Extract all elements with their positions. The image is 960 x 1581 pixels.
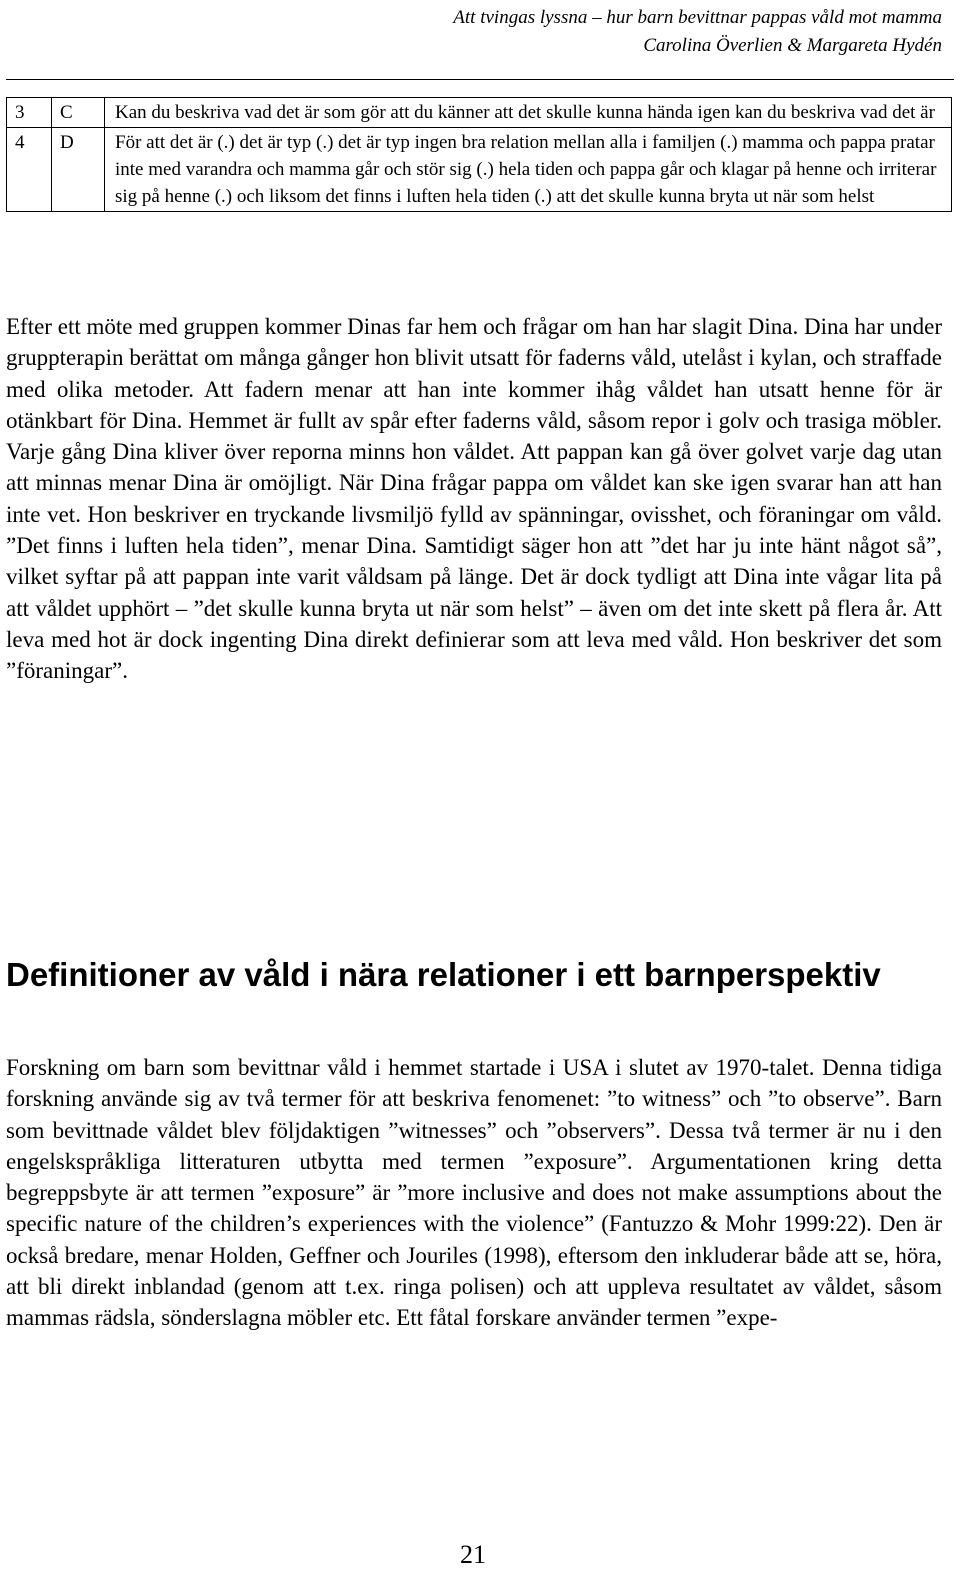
- body-paragraph-dina: Efter ett möte med gruppen kommer Dinas far hem och frågar om han har slagit Dina. Dina har under gruppterapin berättat om många gånger hon blivit utsatt för faderns våld, utelåst i kylan, och straffade med olika metoder. Att fadern menar att han inte kommer ihåg våldet han utsatt henne för är otänkbart för Dina. Hemmet är fullt av spår efter faderns våld, såsom repor i golv och trasiga möbler. Varje gång Dina kliver över reporna minns hon våldet. Att pappan kan gå över golvet varje dag utan att minnas menar Dina är omöjligt. När Dina frågar pappa om våldet kan ske igen svarar han att han inte vet. Hon beskriver en tryckande livsmiljö fylld av spänningar, ovisshet, och föraningar om våld. ”Det finns i luften hela tiden”, menar Dina. Samtidigt säger hon att ”det har ju inte hänt något så”, vilket syftar på att pappan inte varit våldsam på länge. Det är dock tydligt att Dina inte vågar lita på att våldet upphört – ”det skulle kunna bryta ut när som helst” – även om det inte skett på flera år. Att leva med hot är dock ingenting Dina direkt definierar som att leva med våld. Hon beskriver det som ”föraningar”.: [6, 314, 942, 684]
- line-number: 3: [7, 98, 52, 128]
- interview-excerpt-table: [6, 97, 952, 212]
- utterance-text: För att det är (.) det är typ (.) det är typ ingen bra relation mellan alla i familjen (.) mamma och pappa pratar inte med varandra och mamma går och stör sig (.) hela tiden och pappa går och klagar på henne och irriterar sig på henne (.) och liksom det finns i luften hela tiden (.) att det skulle kunna bryta ut när som helst: [105, 128, 952, 212]
- running-header-title: Att tvingas lyssna – hur barn bevittnar pappas våld mot mamma: [453, 7, 942, 28]
- page-number: 21: [460, 1540, 486, 1569]
- speaker-code: D: [52, 128, 105, 212]
- line-number: 4: [7, 128, 52, 212]
- speaker-code: C: [52, 98, 105, 128]
- section-heading: Definitioner av våld i nära relationer i ett barnperspektiv: [6, 956, 881, 993]
- body-paragraph-definitions: Forskning om barn som bevittnar våld i hemmet startade i USA i slutet av 1970-talet. Denna tidiga forskning använde sig av två termer för att beskriva fenomenet: ”to witness” och ”to observe”. Barn som bevittnade våldet blev följdaktigen ”witnesses” och ”observers”. Dessa två termer är nu i den engelskspråkliga litteraturen utbytta med termen ”exposure”. Argumentationen kring detta begreppsbyte är att termen ”exposure” är ”more inclusive and does not make assumptions about the specific nature of the children’s experiences with the violence” (Fantuzzo & Mohr 1999:22). Den är också bredare, menar Holden, Geffner och Jouriles (1998), eftersom den inkluderar både att se, höra, att bli direkt inblandad (genom att t.ex. ringa polisen) och att uppleva resultatet av våldet, såsom mammas rädsla, sönderslagna möbler etc. Ett fåtal forskare använder termen ”expe-: [6, 1055, 942, 1331]
- header-divider: [6, 79, 954, 80]
- utterance-text: Kan du beskriva vad det är som gör att du känner att det skulle kunna hända igen kan du beskriva vad det är: [105, 98, 952, 128]
- table-row: [7, 98, 952, 128]
- running-header: [453, 4, 942, 60]
- table-row: [7, 128, 952, 212]
- running-header-authors: Carolina Överlien & Margareta Hydén: [643, 35, 942, 56]
